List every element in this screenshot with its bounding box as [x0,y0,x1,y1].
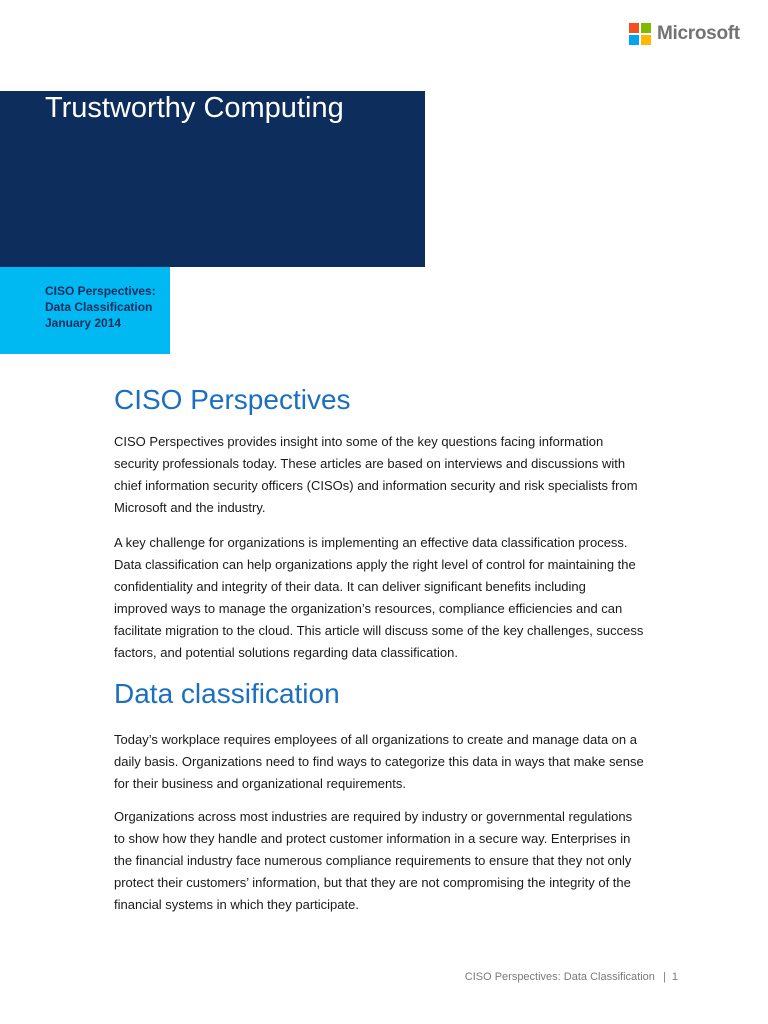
paragraph-line: security professionals today. These articles are based on interviews and discussions with [114,456,626,471]
paragraph-line: for their business and organizational requirements. [114,776,406,791]
subtitle-topic: Data Classification [45,300,153,314]
paragraph [114,729,684,795]
paragraph-line: facilitate migration to the cloud. This article will discuss some of the key challenges, success [114,623,644,638]
paragraph-line: A key challenge for organizations is implementing an effective data classification process. [114,535,628,550]
section-heading-ciso-perspectives: CISO Perspectives [114,384,351,415]
paragraph-line: Today’s workplace requires employees of all organizations to create and manage data on a [114,732,637,747]
paragraph-line: Organizations across most industries are required by industry or governmental regulations [114,809,633,824]
page-footer [465,971,678,983]
subtitle-series: CISO Perspectives: [45,284,156,298]
paragraph-line: CISO Perspectives provides insight into some of the key questions facing information [114,434,604,449]
paragraph [114,806,684,916]
microsoft-logo-icon [629,23,651,45]
hero-banner [0,91,425,267]
microsoft-logo-text: Microsoft [657,23,740,44]
paragraph-line: chief information security officers (CISOs) and information security and risk specialists from [114,478,638,493]
paragraph [114,431,684,519]
page-number: 1 [671,971,678,983]
hero-title: Trustworthy Computing [45,92,344,124]
document-subtitle-box [0,267,170,354]
paragraph [114,532,684,664]
footer-title: CISO Perspectives: Data Classification [464,971,655,983]
subtitle-date: January 2014 [45,316,122,330]
paragraph-line: Microsoft and the industry. [114,500,266,515]
microsoft-logo [629,23,740,45]
section-heading-data-classification: Data classification [114,678,340,709]
paragraph-line: Data classification can help organizations apply the right level of control for maintaining the [114,557,636,572]
paragraph-line: improved ways to manage the organization’s resources, compliance efficiencies and can [114,601,623,616]
paragraph-line: to show how they handle and protect customer information in a secure way. Enterprises in [114,831,631,846]
footer-separator: | [662,971,666,983]
paragraph-line: the financial industry face numerous compliance requirements to ensure that they not only [114,853,632,868]
paragraph-line: factors, and potential solutions regarding data classification. [114,645,458,660]
paragraph-line: financial systems in which they participate. [114,897,359,912]
paragraph-line: confidentiality and integrity of their data. It can deliver significant benefits including [114,579,586,594]
paragraph-line: daily basis. Organizations need to find ways to categorize this data in ways that make sense [114,754,644,769]
paragraph-line: protect their customers’ information, but that they are not compromising the integrity of the [114,875,631,890]
